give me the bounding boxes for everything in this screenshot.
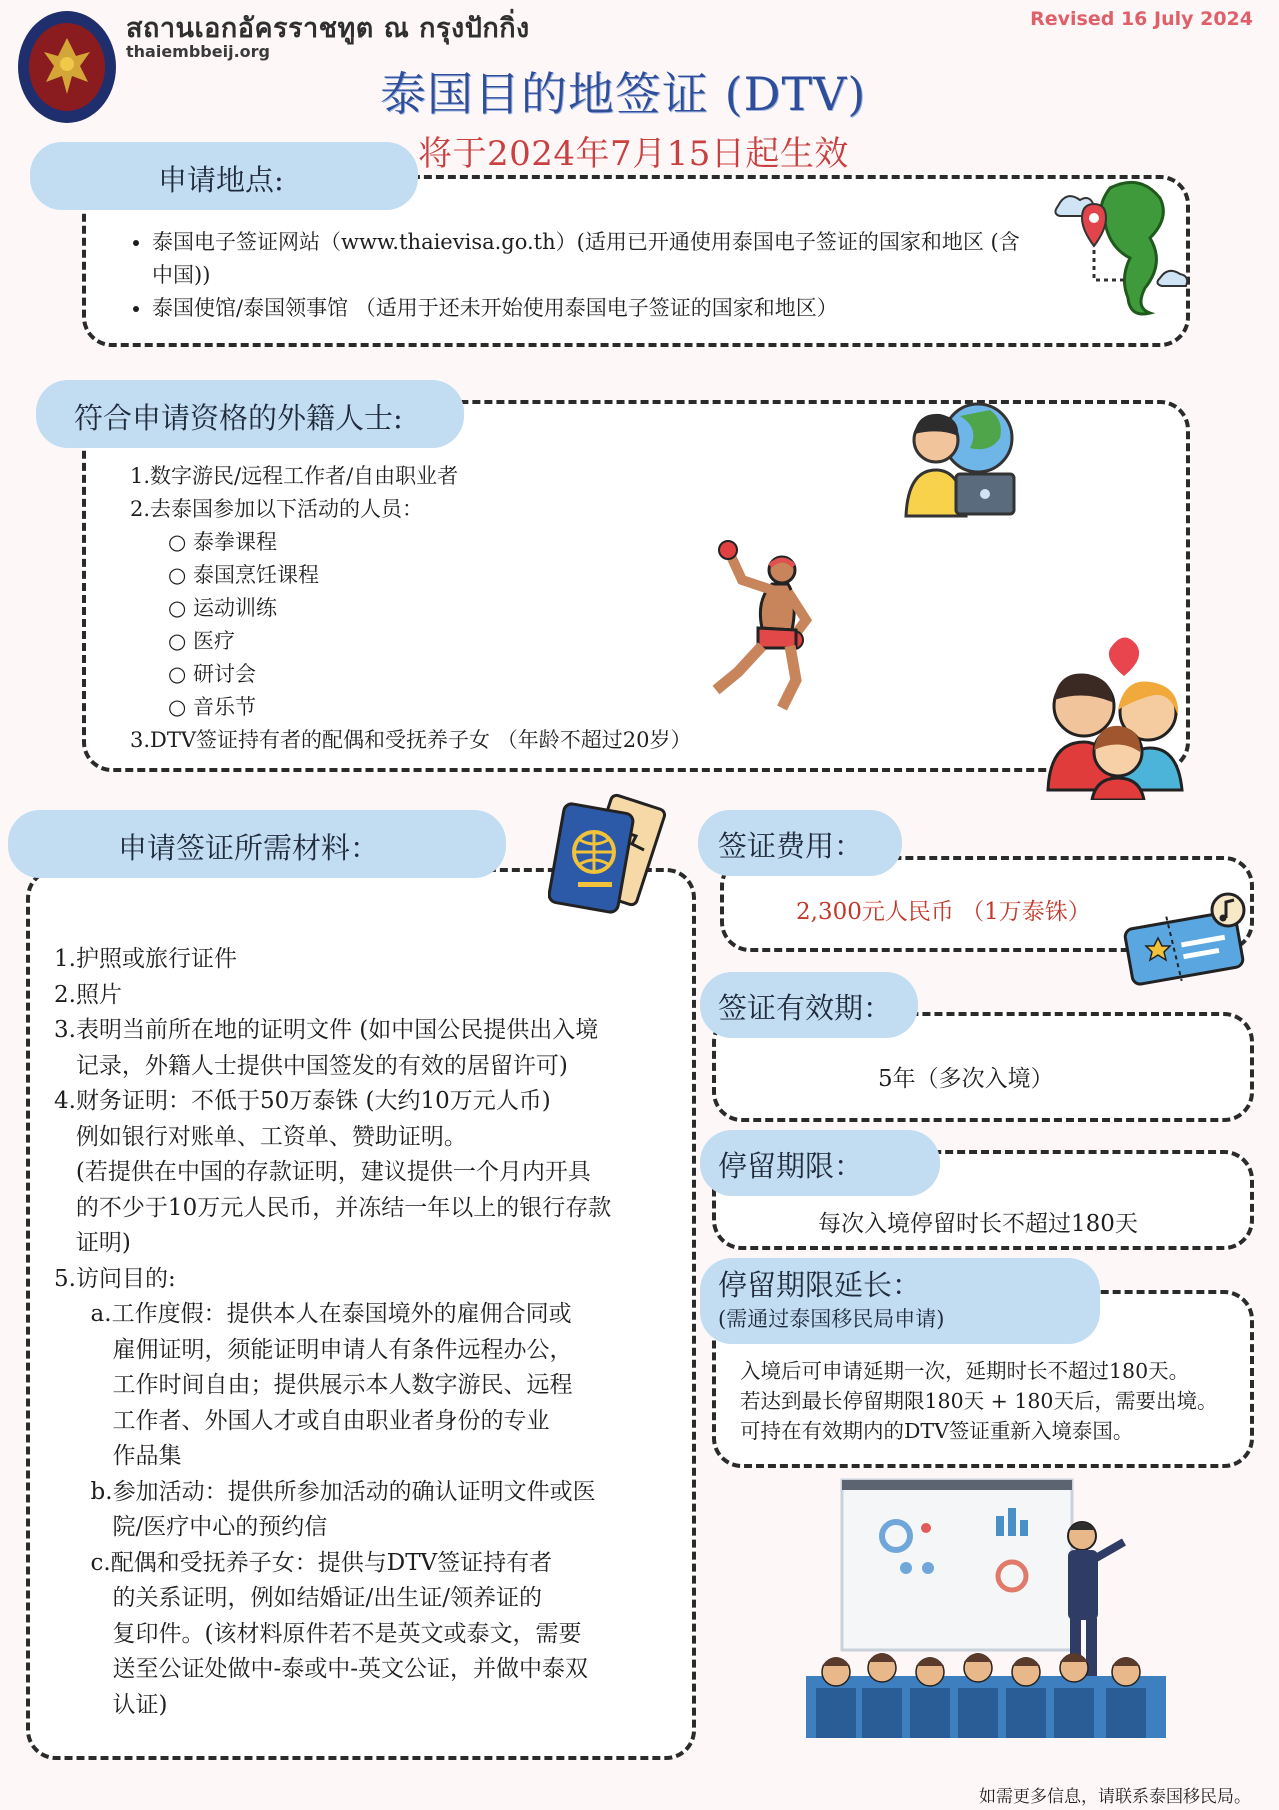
materials-line: 送至公证处做中-泰或中-英文公证，并做中泰双: [54, 1656, 589, 1682]
ticket-icon: [1122, 888, 1252, 992]
location-list: [128, 226, 1028, 325]
materials-line: 1.护照或旅行证件: [54, 946, 237, 972]
stay-value: 每次入境停留时长不超过180天: [818, 1211, 1138, 1237]
royal-thai-emblem: [16, 8, 118, 126]
materials-line: 作品集: [54, 1443, 182, 1469]
materials-line: (若提供在中国的存款证明，建议提供一个月内开具: [54, 1159, 591, 1185]
footer-note: 如需更多信息，请联系泰国移民局。: [979, 1787, 1251, 1807]
materials-line: 雇佣证明，须能证明申请人有条件远程办公，: [54, 1336, 573, 1363]
location-item: • 泰国使馆/泰国领事馆 （适用于还未开始使用泰国电子签证的国家和地区）: [152, 292, 1028, 325]
eligibility-item: 2.去泰国参加以下活动的人员：: [130, 497, 424, 521]
embassy-name: สถานเอกอัครราชทูต ณ กรุงปักกิ่ง: [126, 13, 530, 44]
materials-line: 认证): [54, 1691, 168, 1718]
fee-heading: 签证费用：: [698, 810, 902, 876]
activity-item: ○ 运动训练: [168, 596, 277, 620]
embassy-website[interactable]: thaiembbeij.org: [126, 42, 270, 61]
activity-item: ○ 泰国烹饪课程: [168, 563, 319, 587]
extension-heading: [700, 1258, 1100, 1344]
materials-line: 复印件。(该材料原件若不是英文或泰文，需要: [54, 1620, 582, 1647]
materials-line: b.参加活动：提供所参加活动的确认证明文件或医: [54, 1478, 596, 1505]
materials-line: 4.财务证明：不低于50万泰铢 (大约10万元人币): [54, 1088, 551, 1114]
extension-line: 若达到最长停留期限180天 + 180天后，需要出境。: [740, 1389, 1218, 1413]
fee-value: 2,300元人民币 （1万泰铢）: [796, 899, 1091, 925]
extension-line: 可持在有效期内的DTV签证重新入境泰国。: [740, 1419, 1134, 1443]
location-heading: 申请地点:: [30, 142, 418, 210]
effective-date: 将于2024年7月15日起生效: [418, 134, 849, 174]
stay-heading: 停留期限：: [700, 1130, 940, 1196]
materials-line: 2.照片: [54, 981, 122, 1008]
eligibility-heading: 符合申请资格的外籍人士:: [36, 380, 464, 448]
extension-text: [740, 1356, 1240, 1446]
activity-list: [168, 526, 319, 724]
activity-item: ○ 研讨会: [168, 662, 256, 686]
materials-line: 工作者、外国人才或自由职业者身份的专业: [54, 1407, 550, 1434]
materials-line: 例如银行对账单、工资单、赞助证明。: [54, 1123, 467, 1150]
presentation-audience-icon: [806, 1476, 1166, 1738]
remote-worker-icon: [900, 398, 1024, 518]
location-item: • 泰国电子签证网站（www.thaievisa.go.th）(适用已开通使用泰国电子签证的国家和地区 (含中国)): [152, 226, 1028, 292]
validity-value: 5年（多次入境）: [878, 1066, 1054, 1092]
muay-thai-fighter-icon: [702, 540, 826, 716]
activity-item: ○ 音乐节: [168, 695, 256, 719]
page-title: 泰国目的地签证 (DTV): [380, 67, 867, 121]
activity-item: ○ 医疗: [168, 629, 235, 653]
validity-heading: 签证有效期：: [700, 972, 918, 1038]
materials-line: 3.表明当前所在地的证明文件 (如中国公民提供出入境: [54, 1017, 599, 1043]
extension-title: 停留期限延长：: [718, 1268, 922, 1302]
passport-icon: [548, 790, 672, 920]
revised-date: Revised 16 July 2024: [1030, 8, 1253, 30]
materials-heading: 申请签证所需材料：: [8, 810, 506, 878]
activity-item: ○ 泰拳课程: [168, 530, 277, 554]
materials-list: [54, 942, 674, 1723]
materials-line: c.配偶和受抚养子女：提供与DTV签证持有者: [54, 1549, 553, 1576]
materials-line: 证明): [54, 1230, 131, 1256]
thailand-map-icon: [1050, 168, 1190, 318]
materials-line: 5.访问目的:: [54, 1265, 176, 1292]
materials-line: 记录，外籍人士提供中国签发的有效的居留许可): [54, 1052, 568, 1079]
materials-line: 的关系证明，例如结婚证/出生证/领养证的: [54, 1585, 542, 1611]
materials-line: 工作时间自由；提供展示本人数字游民、远程: [54, 1372, 573, 1398]
extension-line: 入境后可申请延期一次，延期时长不超过180天。: [740, 1359, 1190, 1383]
materials-line: 的不少于10万元人民币，并冻结一年以上的银行存款: [54, 1194, 612, 1221]
eligibility-item: 3.DTV签证持有者的配偶和受抚养子女 （年龄不超过20岁）: [130, 728, 692, 752]
family-icon: [1040, 630, 1190, 800]
materials-line: a.工作度假：提供本人在泰国境外的雇佣合同或: [54, 1301, 572, 1327]
extension-subtitle: (需通过泰国移民局申请): [718, 1307, 945, 1331]
eligibility-item: 1.数字游民/远程工作者/自由职业者: [130, 464, 459, 488]
materials-line: 院/医疗中心的预约信: [54, 1514, 328, 1540]
